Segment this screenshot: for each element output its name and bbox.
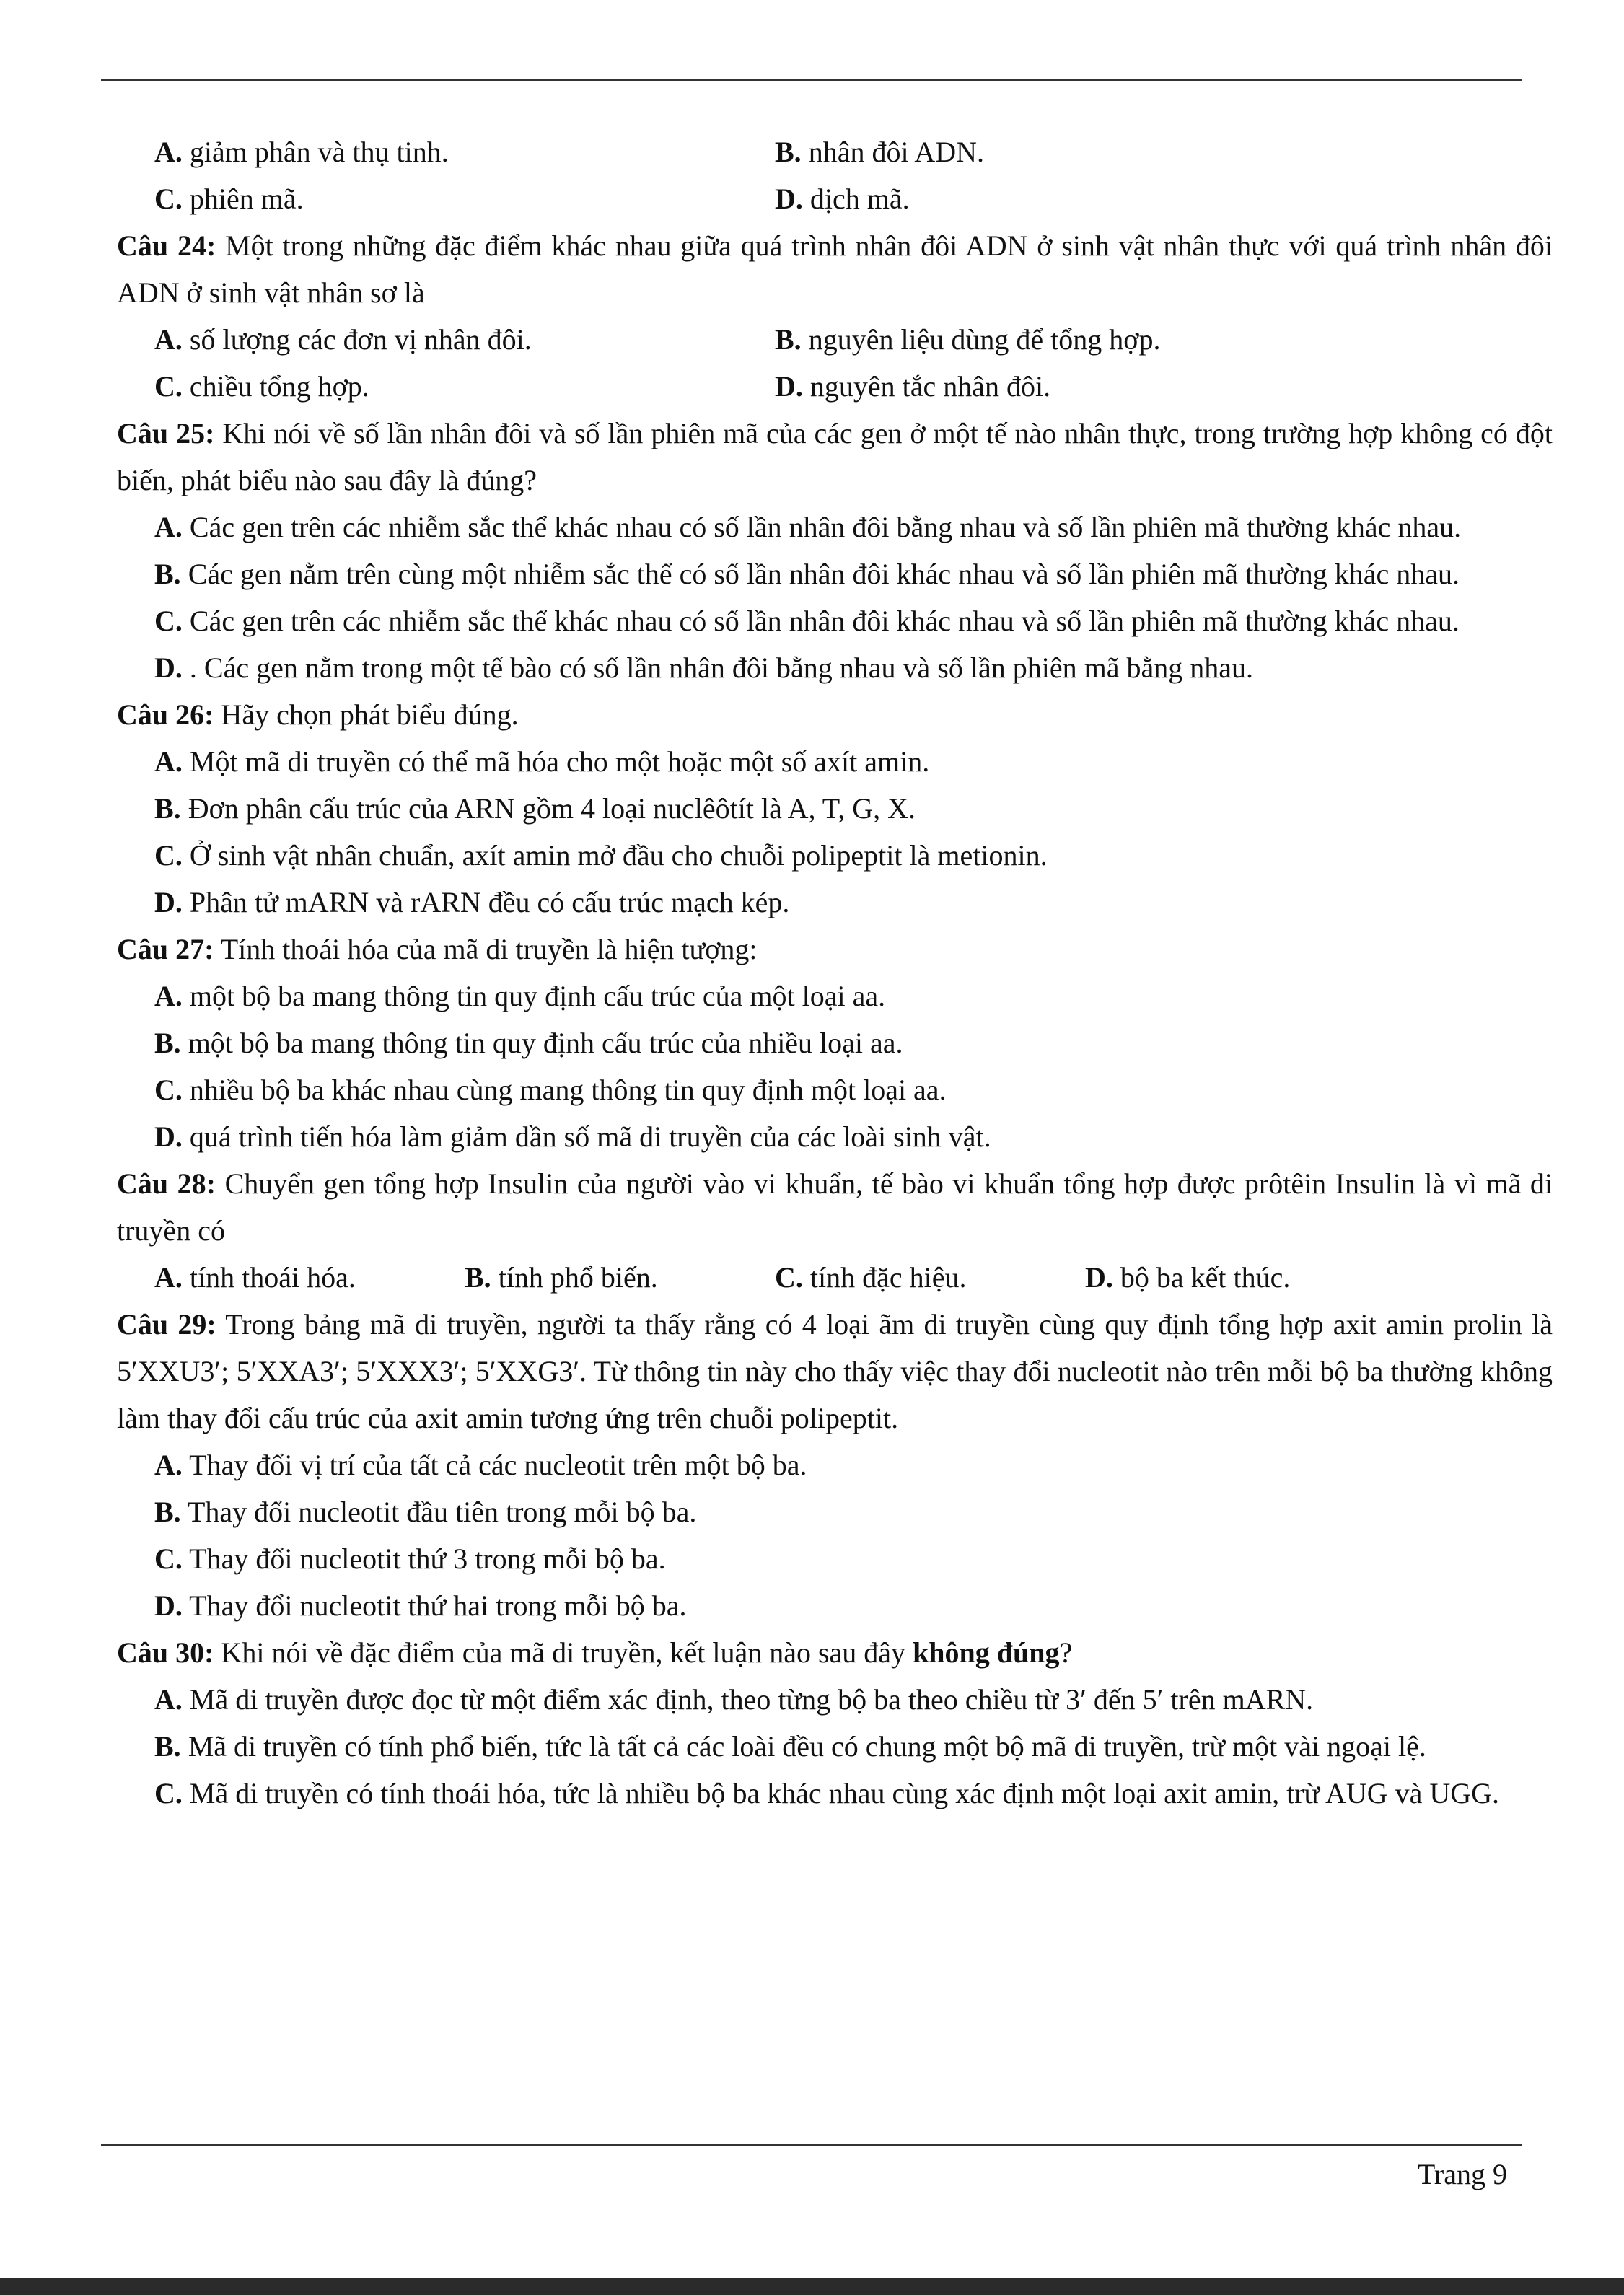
question-stem: Khi nói về đặc điểm của mã di truyền, kết luận nào sau đây <box>214 1636 913 1669</box>
option-row <box>117 1254 1553 1301</box>
option-item: A. tính thoái hóa. <box>154 1261 356 1294</box>
page-number: Trang 9 <box>1417 2158 1507 2190</box>
question-number: Câu 26: <box>117 698 214 731</box>
footer-rule <box>101 2144 1522 2146</box>
option-item: C. Mã di truyền có tính thoái hóa, tức là nhiều bộ ba khác nhau cùng xác định một loại axit amin, trừ AUG và UGG. <box>154 1777 1500 1809</box>
option-item: D. quá trình tiến hóa làm giảm dần số mã di truyền của các loài sinh vật. <box>154 1120 991 1153</box>
question-24 <box>117 222 1553 316</box>
option-item: A. giảm phân và thụ tinh. <box>154 136 449 168</box>
option-item: A. Một mã di truyền có thể mã hóa cho một hoặc một số axít amin. <box>154 745 930 778</box>
option-item: A. Mã di truyền được đọc từ một điểm xác định, theo từng bộ ba theo chiều từ 3′ đến 5′ trên mARN. <box>154 1683 1314 1716</box>
question-stem-end: ? <box>1059 1636 1073 1669</box>
option-row <box>117 175 1553 222</box>
option-item: C. Thay đổi nucleotit thứ 3 trong mỗi bộ ba. <box>154 1543 666 1575</box>
option-item: C. tính đặc hiệu. <box>775 1261 967 1294</box>
option-item: B. nhân đôi ADN. <box>775 136 985 168</box>
question-26 <box>117 691 1553 738</box>
option-item: B. Các gen nằm trên cùng một nhiễm sắc thể có số lần nhân đôi khác nhau và số lần phiên mã thường khác nhau. <box>154 558 1460 590</box>
scan-edge-band <box>0 2278 1624 2295</box>
option-item: D. bộ ba kết thúc. <box>1085 1261 1291 1294</box>
question-28 <box>117 1160 1553 1254</box>
question-stem: Trong bảng mã di truyền, người ta thấy rằng có 4 loại ãm di truyền cùng quy định tổng hợp axit amin prolin là 5′XXU3′; 5′XXA3′; 5′XXX3′; 5′XXG3′. Từ thông tin này cho thấy việc thay đổi nucleotit nào trên mỗi bộ ba thường không làm thay đổi cấu trúc của axit amin tương ứng trên chuỗi polipeptit. <box>117 1308 1553 1434</box>
option-item: D. . Các gen nằm trong một tế bào có số lần nhân đôi bằng nhau và số lần phiên mã bằng nhau. <box>154 651 1253 684</box>
option-item: B. tính phổ biến. <box>465 1261 658 1294</box>
header-rule <box>101 79 1522 81</box>
option-item: B. Đơn phân cấu trúc của ARN gồm 4 loại nuclêôtít là A, T, G, X. <box>154 792 916 825</box>
option-item: A. số lượng các đơn vị nhân đôi. <box>154 323 532 356</box>
option-item: B. Mã di truyền có tính phổ biến, tức là tất cả các loài đều có chung một bộ mã di truyền, trừ một vài ngoại lệ. <box>154 1730 1426 1763</box>
option-item: D. nguyên tắc nhân đôi. <box>775 370 1051 403</box>
question-number: Câu 25: <box>117 417 215 449</box>
question-stem: Một trong những đặc điểm khác nhau giữa quá trình nhân đôi ADN ở sinh vật nhân thực với quá trình nhân đôi ADN ở sinh vật nhân sơ là <box>117 229 1553 309</box>
question-30 <box>117 1629 1553 1676</box>
option-item: B. một bộ ba mang thông tin quy định cấu trúc của nhiều loại aa. <box>154 1027 903 1059</box>
question-27 <box>117 926 1553 973</box>
option-item: A. Các gen trên các nhiễm sắc thể khác nhau có số lần nhân đôi bằng nhau và số lần phiên mã thường khác nhau. <box>154 511 1462 543</box>
option-item: C. Ở sinh vật nhân chuẩn, axít amin mở đầu cho chuỗi polipeptit là metionin. <box>154 839 1048 872</box>
question-number: Câu 28: <box>117 1167 216 1200</box>
option-item: B. Thay đổi nucleotit đầu tiên trong mỗi bộ ba. <box>154 1496 697 1528</box>
question-stem: Chuyển gen tổng hợp Insulin của người vào vi khuẩn, tế bào vi khuẩn tổng hợp được prôtêin Insulin là vì mã di truyền có <box>117 1167 1553 1247</box>
option-item: B. nguyên liệu dùng để tổng hợp. <box>775 323 1161 356</box>
question-number: Câu 24: <box>117 229 216 262</box>
option-item: D. dịch mã. <box>775 183 910 215</box>
question-stem: Khi nói về số lần nhân đôi và số lần phiên mã của các gen ở một tế nào nhân thực, trong trường hợp không có đột biến, phát biểu nào sau đây là đúng? <box>117 417 1553 496</box>
question-number: Câu 30: <box>117 1636 214 1669</box>
question-stem: Hãy chọn phát biểu đúng. <box>214 698 519 731</box>
option-row <box>117 316 1553 363</box>
question-number: Câu 27: <box>117 933 214 965</box>
option-item: C. Các gen trên các nhiễm sắc thể khác nhau có số lần nhân đôi khác nhau và số lần phiên mã thường khác nhau. <box>154 605 1460 637</box>
question-25 <box>117 410 1553 504</box>
question-stem: Tính thoái hóa của mã di truyền là hiện tượng: <box>214 933 758 965</box>
question-emphasis: không đúng <box>913 1636 1060 1669</box>
option-item: A. một bộ ba mang thông tin quy định cấu trúc của một loại aa. <box>154 980 886 1012</box>
option-item: D. Phân tử mARN và rARN đều có cấu trúc mạch kép. <box>154 886 790 918</box>
option-item: A. Thay đổi vị trí của tất cả các nucleotit trên một bộ ba. <box>154 1449 807 1481</box>
option-item: C. nhiều bộ ba khác nhau cùng mang thông tin quy định một loại aa. <box>154 1074 947 1106</box>
page-content <box>117 128 1553 1817</box>
question-29 <box>117 1301 1553 1441</box>
option-row <box>117 128 1553 175</box>
option-item: C. chiều tổng hợp. <box>154 370 369 403</box>
question-number: Câu 29: <box>117 1308 216 1340</box>
option-item: C. phiên mã. <box>154 183 304 215</box>
option-item: D. Thay đổi nucleotit thứ hai trong mỗi bộ ba. <box>154 1589 687 1622</box>
option-row <box>117 363 1553 410</box>
